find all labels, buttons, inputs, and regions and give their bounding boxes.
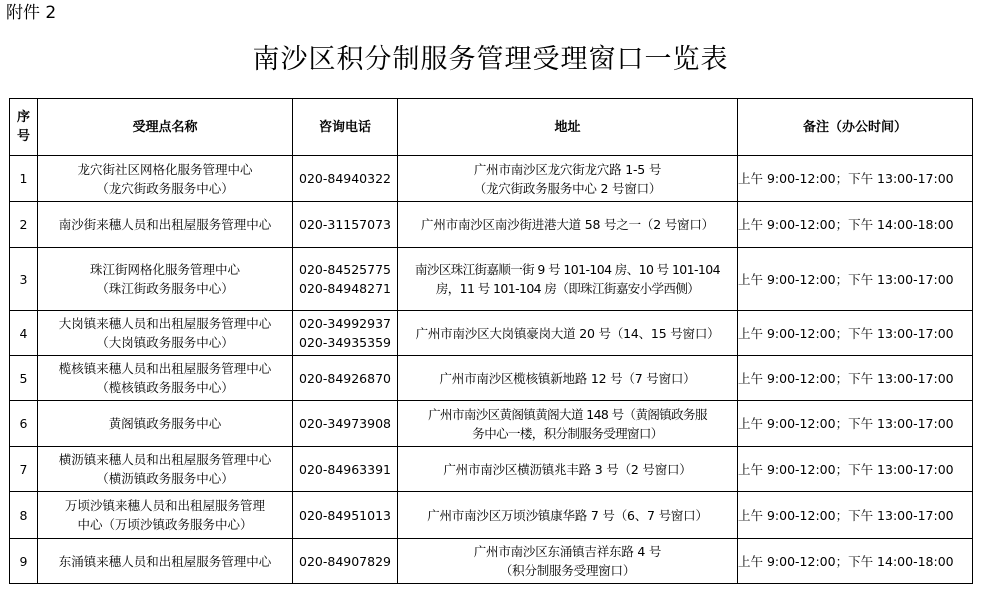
cell-name-line: 横沥镇来穗人员和出租屋服务管理中心: [58, 452, 272, 467]
cell-name-line: 大岗镇来穗人员和出租屋服务管理中心: [58, 316, 272, 331]
cell-phone: [293, 311, 398, 356]
cell-address-line: 广州市南沙区大岗镇豪岗大道 20 号（14、15 号窗口）: [415, 325, 720, 341]
cell-phone-line: 020-84948271: [299, 281, 391, 296]
table-row: [10, 202, 973, 248]
cell-name: [38, 202, 293, 248]
cell-address-line: 广州市南沙区横沥镇兆丰路 3 号（2 号窗口）: [443, 461, 692, 477]
cell-address: [398, 311, 738, 356]
cell-address-line: 广州市南沙区万顷沙镇康华路 7 号（6、7 号窗口）: [427, 507, 708, 523]
cell-hours: 上午 9:00-12:00；下午 14:00-18:00: [738, 202, 973, 248]
cell-seq: 5: [10, 356, 38, 401]
cell-address: [398, 156, 738, 202]
cell-address-line: 广州市南沙区东涌镇吉祥东路 4 号: [473, 544, 662, 559]
cell-hours: 上午 9:00-12:00；下午 13:00-17:00: [738, 156, 973, 202]
cell-name: [38, 447, 293, 492]
cell-seq: 3: [10, 248, 38, 311]
header-name: 受理点名称: [38, 99, 293, 156]
cell-hours: 上午 9:00-12:00；下午 13:00-17:00: [738, 356, 973, 401]
table-row: [10, 356, 973, 401]
cell-address: [398, 492, 738, 539]
header-seq-line2: 号: [16, 129, 30, 144]
cell-seq: 4: [10, 311, 38, 356]
cell-name: [38, 311, 293, 356]
cell-name-line: 龙穴街社区网格化服务管理中心: [77, 161, 253, 177]
cell-address-line: 房，11 号 101-104 房（即珠江街嘉安小学西侧）: [435, 281, 700, 296]
table-row: [10, 248, 973, 311]
header-phone: 咨询电话: [293, 99, 398, 156]
cell-name-line: （榄核镇政务服务中心）: [96, 380, 234, 395]
table-row: [10, 156, 973, 202]
cell-address: [398, 401, 738, 447]
attachment-label: 附件 2: [6, 3, 57, 23]
cell-phone-line: 020-84951013: [299, 507, 391, 523]
cell-hours: 上午 9:00-12:00；下午 14:00-18:00: [738, 539, 973, 584]
cell-seq: 7: [10, 447, 38, 492]
table-row: [10, 492, 973, 539]
cell-seq: 9: [10, 539, 38, 584]
cell-address-line: 南沙区珠江街嘉顺一街 9 号 101-104 房、10 号 101-104: [415, 262, 720, 277]
cell-hours: 上午 9:00-12:00；下午 13:00-17:00: [738, 447, 973, 492]
cell-name-line: （横沥镇政务服务中心）: [96, 471, 234, 486]
cell-hours: 上午 9:00-12:00；下午 13:00-17:00: [738, 492, 973, 539]
cell-phone: [293, 202, 398, 248]
header-seq-line1: 序: [16, 110, 30, 125]
cell-name-line: 东涌镇来穗人员和出租屋服务管理中心: [58, 553, 272, 569]
cell-phone: [293, 539, 398, 584]
header-address: 地址: [398, 99, 738, 156]
cell-address-line: 广州市南沙区龙穴街龙穴路 1-5 号: [473, 161, 662, 177]
cell-seq: 6: [10, 401, 38, 447]
cell-name-line: （珠江街政务服务中心）: [96, 281, 234, 296]
cell-address: [398, 447, 738, 492]
cell-seq: 8: [10, 492, 38, 539]
table-row: [10, 401, 973, 447]
cell-phone: [293, 401, 398, 447]
cell-hours: 上午 9:00-12:00；下午 13:00-17:00: [738, 401, 973, 447]
cell-address-line: 务中心一楼，积分制服务受理窗口）: [472, 425, 663, 441]
cell-phone: [293, 248, 398, 311]
cell-name: [38, 492, 293, 539]
header-row: [10, 99, 973, 156]
table-row: [10, 539, 973, 584]
cell-address-line: （龙穴街政务服务中心 2 号窗口）: [473, 180, 662, 196]
cell-name: [38, 539, 293, 584]
cell-phone-line: 020-31157073: [299, 217, 391, 232]
cell-phone: [293, 447, 398, 492]
cell-phone: [293, 156, 398, 202]
table-row: [10, 447, 973, 492]
cell-phone: [293, 492, 398, 539]
cell-phone-line: 020-34935359: [299, 335, 391, 350]
cell-phone-line: 020-84926870: [299, 370, 391, 386]
cell-address: [398, 202, 738, 248]
cell-hours: 上午 9:00-12:00；下午 13:00-17:00: [738, 248, 973, 311]
cell-name-line: 珠江街网格化服务管理中心: [89, 262, 240, 277]
cell-seq: 2: [10, 202, 38, 248]
cell-phone-line: 020-34973908: [299, 416, 391, 431]
cell-name: [38, 248, 293, 311]
cell-phone-line: 020-84940322: [299, 171, 391, 186]
cell-name: [38, 401, 293, 447]
cell-name: [38, 356, 293, 401]
cell-name-line: 榄核镇来穗人员和出租屋服务管理中心: [58, 361, 272, 376]
cell-address: [398, 539, 738, 584]
cell-address: [398, 248, 738, 311]
header-note: 备注（办公时间）: [738, 99, 973, 156]
table-row: [10, 311, 973, 356]
cell-name-line: 中心（万顷沙镇政务服务中心）: [77, 517, 253, 532]
cell-name-line: （龙穴街政务服务中心）: [96, 180, 234, 196]
cell-address: [398, 356, 738, 401]
cell-address-line: 广州市南沙区榄核镇新地路 12 号（7 号窗口）: [439, 370, 696, 386]
cell-seq: 1: [10, 156, 38, 202]
cell-phone-line: 020-84525775: [299, 262, 391, 277]
cell-phone-line: 020-84907829: [299, 553, 391, 569]
service-window-table: [9, 98, 973, 584]
cell-name-line: （大岗镇政务服务中心）: [96, 335, 234, 350]
cell-phone: [293, 356, 398, 401]
cell-address-line: （积分制服务受理窗口）: [499, 563, 636, 578]
cell-name: [38, 156, 293, 202]
cell-address-line: 广州市南沙区黄阁镇黄阁大道 148 号（黄阁镇政务服: [428, 406, 707, 422]
cell-address-line: 广州市南沙区南沙街进港大道 58 号之一（2 号窗口）: [421, 217, 714, 232]
cell-phone-line: 020-84963391: [299, 461, 391, 477]
cell-hours: 上午 9:00-12:00；下午 13:00-17:00: [738, 311, 973, 356]
cell-phone-line: 020-34992937: [299, 316, 391, 331]
header-seq: [10, 99, 38, 156]
cell-name-line: 黄阁镇政务服务中心: [108, 416, 222, 431]
page-title: 南沙区积分制服务管理受理窗口一览表: [252, 44, 729, 75]
cell-name-line: 万顷沙镇来穗人员和出租屋服务管理: [64, 498, 265, 513]
cell-name-line: 南沙街来穗人员和出租屋服务管理中心: [58, 217, 272, 232]
